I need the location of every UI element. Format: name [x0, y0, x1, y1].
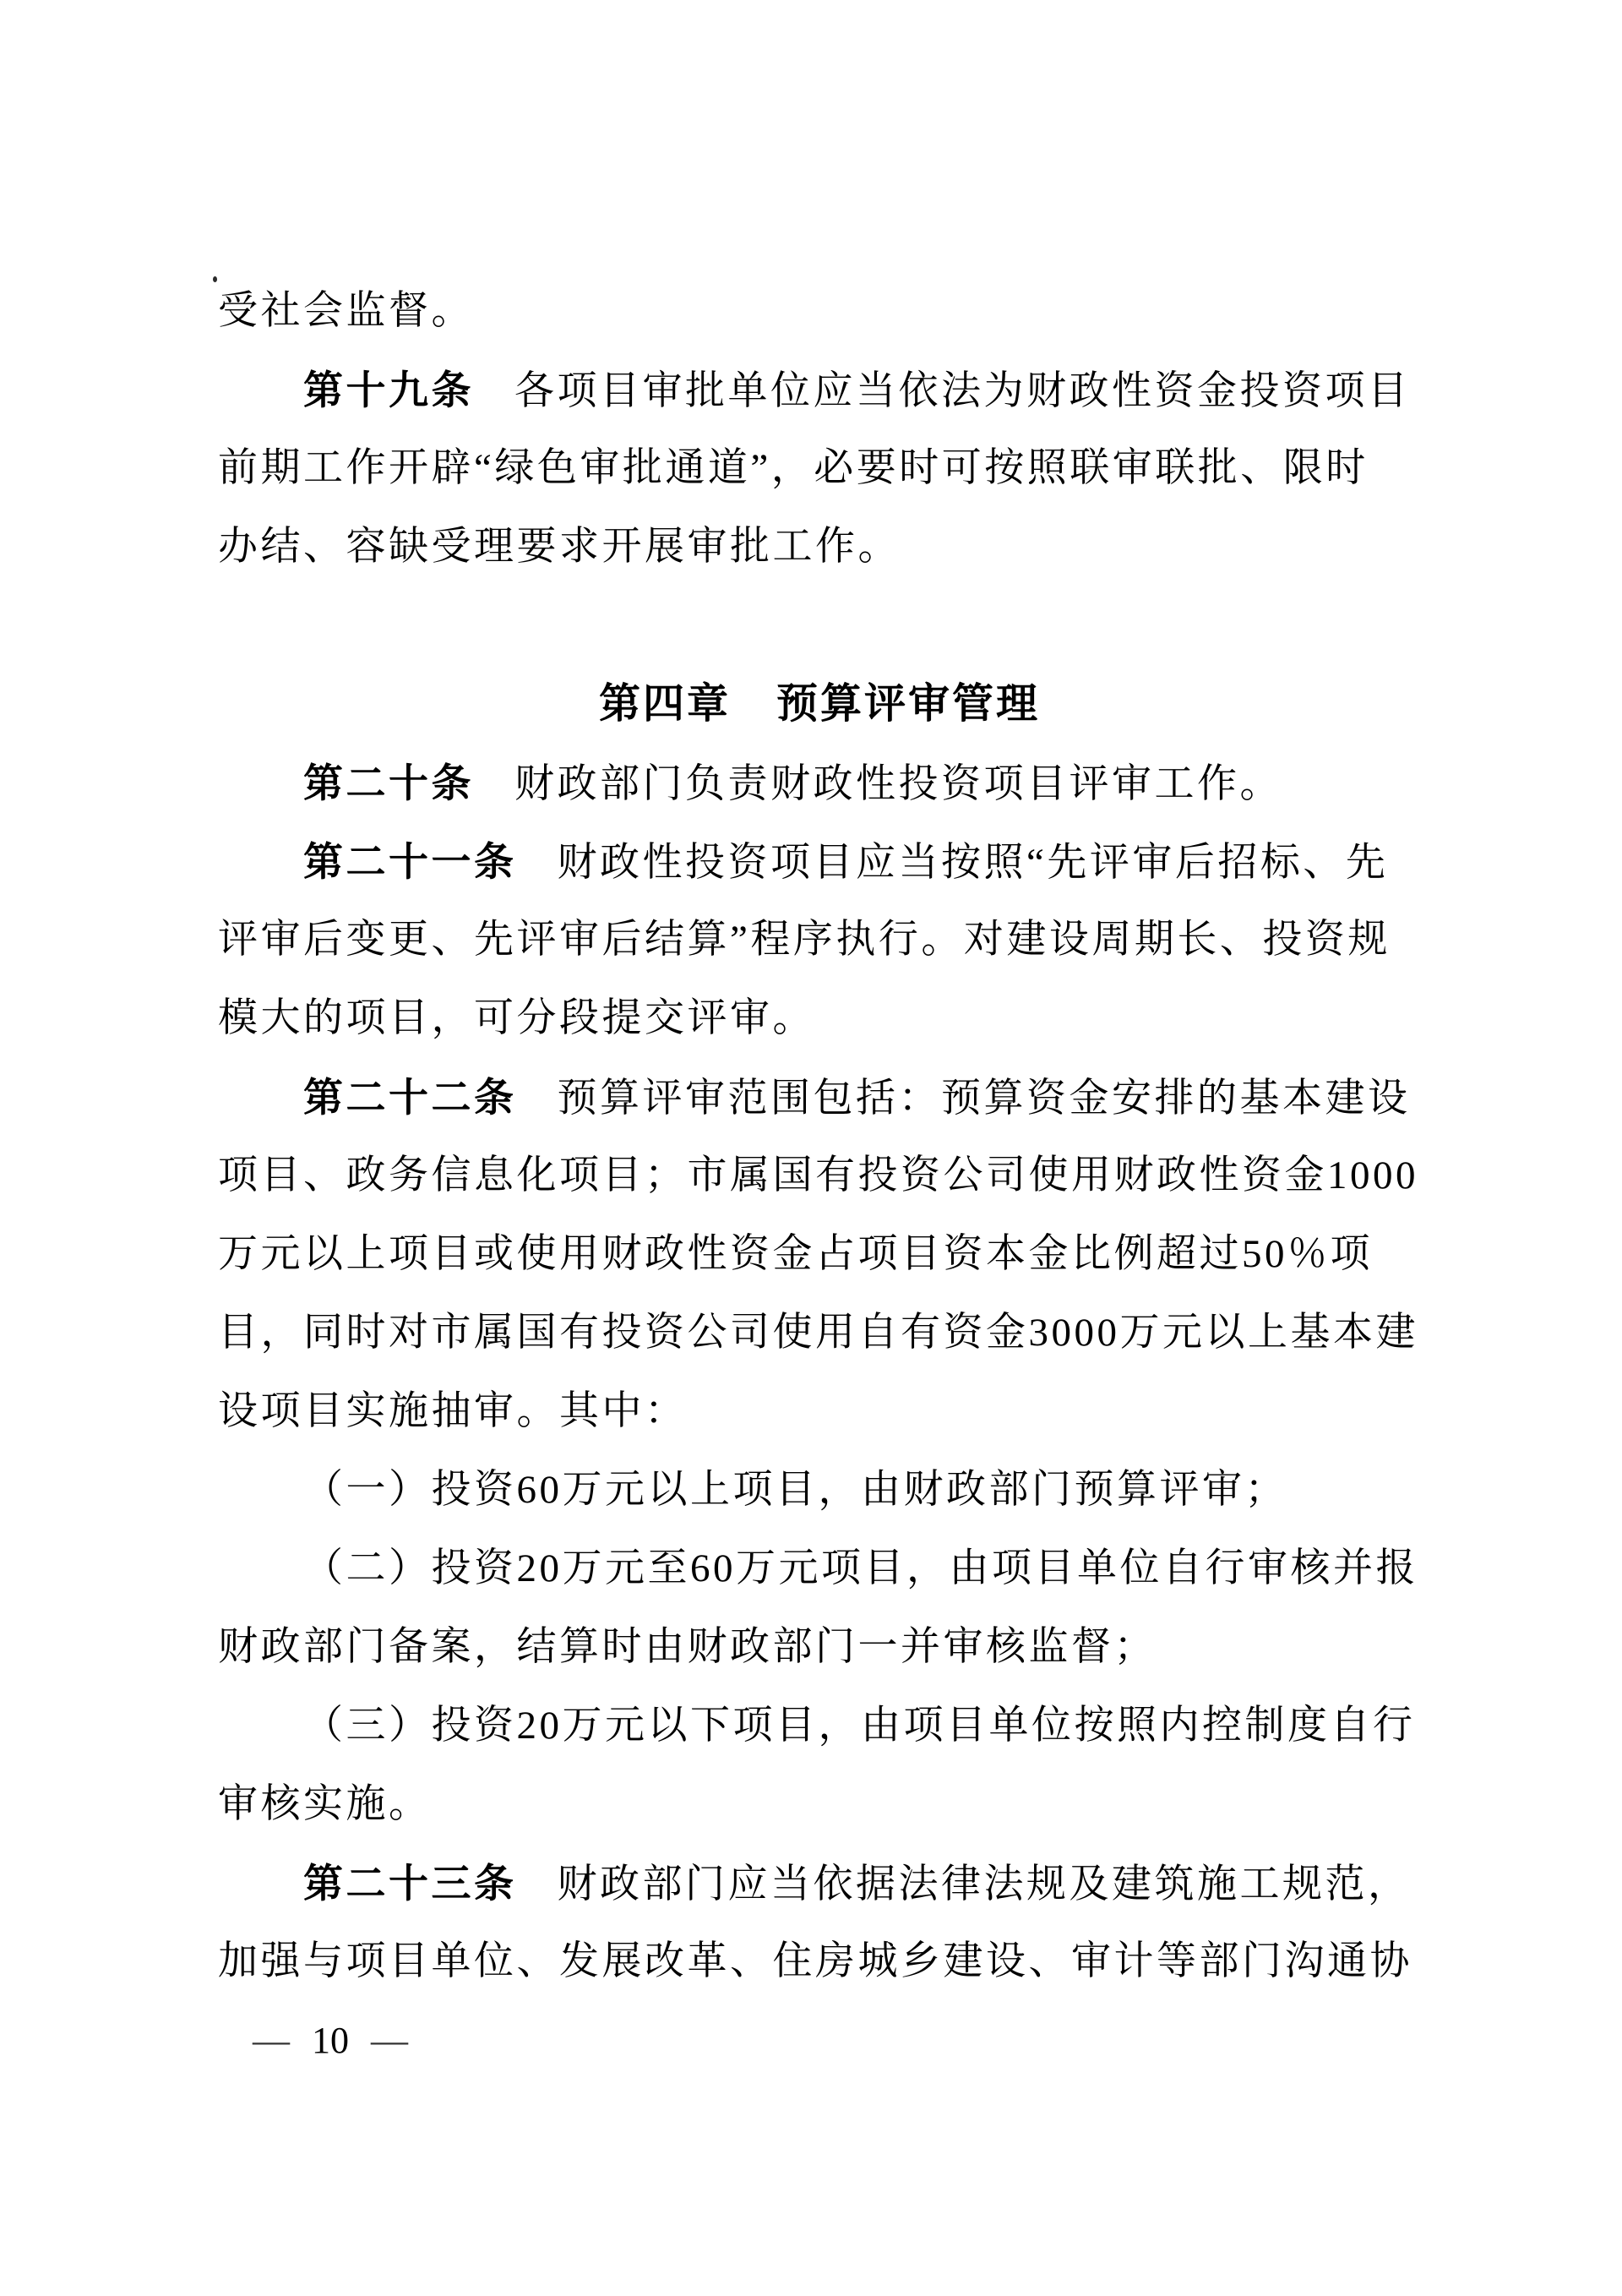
line-text: 模大的项目，可分段提交评审。 [218, 996, 815, 1040]
text-line [218, 1215, 1421, 1294]
line-text: 项目、政务信息化项目；市属国有投资公司使用财政性资金1000 [218, 1153, 1418, 1197]
line-text: 评审后变更、先评审后结算”程序执行。对建设周期长、投资规 [218, 918, 1391, 962]
line-text: 受社会监督。 [218, 289, 474, 333]
line-text: 加强与项目单位、发展改革、住房城乡建设、审计等部门沟通协 [218, 1939, 1412, 1983]
line-text: 各项目审批单位应当依法为财政性资金投资项目 [514, 369, 1411, 413]
blank-line [218, 586, 1421, 665]
text-line [218, 1530, 1421, 1608]
line-text: 设项目实施抽审。其中： [218, 1389, 688, 1433]
line-text: 万元以上项目或使用财政性资金占项目资本金比例超过50％项 [218, 1232, 1373, 1276]
chapter-title: 预算评审管理 [776, 681, 1041, 727]
article-number: 第二十三条 [303, 1861, 517, 1906]
line-text: 目，同时对市属国有投资公司使用自有资金3000万元以上基本建 [218, 1311, 1418, 1355]
page-number-value: 10 [312, 2019, 349, 2061]
text-line [218, 1608, 1421, 1687]
line-text: （三）投资20万元以下项目，由项目单位按照内控制度自行 [303, 1704, 1416, 1748]
article-number: 第二十二条 [303, 1075, 517, 1120]
text-line [218, 822, 1421, 901]
text-line [218, 429, 1421, 508]
page-number-left-dash: — [253, 2019, 290, 2061]
stray-dot [213, 276, 217, 282]
text-line [218, 1922, 1421, 2001]
text-line [218, 1137, 1421, 1215]
line-text: 审核实施。 [218, 1782, 432, 1826]
page-footer [253, 2014, 408, 2066]
line-text: 财政部门负责财政性投资项目评审工作。 [514, 762, 1282, 806]
line-text: 前期工作开辟“绿色审批通道”，必要时可按照联审联批、限时 [218, 446, 1369, 490]
text-line [218, 1844, 1421, 1922]
document-body [218, 272, 1421, 2001]
text-line [218, 1372, 1421, 1451]
line-text: 财政部门备案，结算时由财政部门一并审核监督； [218, 1625, 1157, 1669]
article-number: 第二十一条 [303, 839, 517, 884]
line-text: （二）投资20万元至60万元项目，由项目单位自行审核并报 [303, 1546, 1418, 1590]
text-line [218, 1765, 1421, 1844]
line-text: 财政部门应当依据法律法规及建筑施工规范， [557, 1862, 1411, 1906]
text-line [218, 1687, 1421, 1765]
text-line [218, 1058, 1421, 1137]
line-text: 预算评审范围包括：预算资金安排的基本建设 [557, 1077, 1411, 1121]
text-line [218, 508, 1421, 586]
article-number: 第十九条 [303, 368, 474, 412]
line-text: 办结、容缺受理要求开展审批工作。 [218, 525, 901, 569]
line-text: （一）投资60万元以上项目，由财政部门预算评审； [303, 1468, 1287, 1512]
text-line [218, 744, 1421, 822]
text-line [218, 272, 1421, 351]
text-line [218, 351, 1421, 429]
text-line [218, 1451, 1421, 1530]
page-number-right-dash: — [371, 2019, 408, 2061]
text-line [218, 901, 1421, 979]
article-number: 第二十条 [303, 761, 474, 805]
chapter-heading [218, 665, 1421, 744]
text-line [218, 979, 1421, 1058]
line-text: 财政性投资项目应当按照“先评审后招标、先 [557, 841, 1389, 885]
chapter-number: 第四章 [598, 681, 731, 727]
text-line [218, 1294, 1421, 1372]
